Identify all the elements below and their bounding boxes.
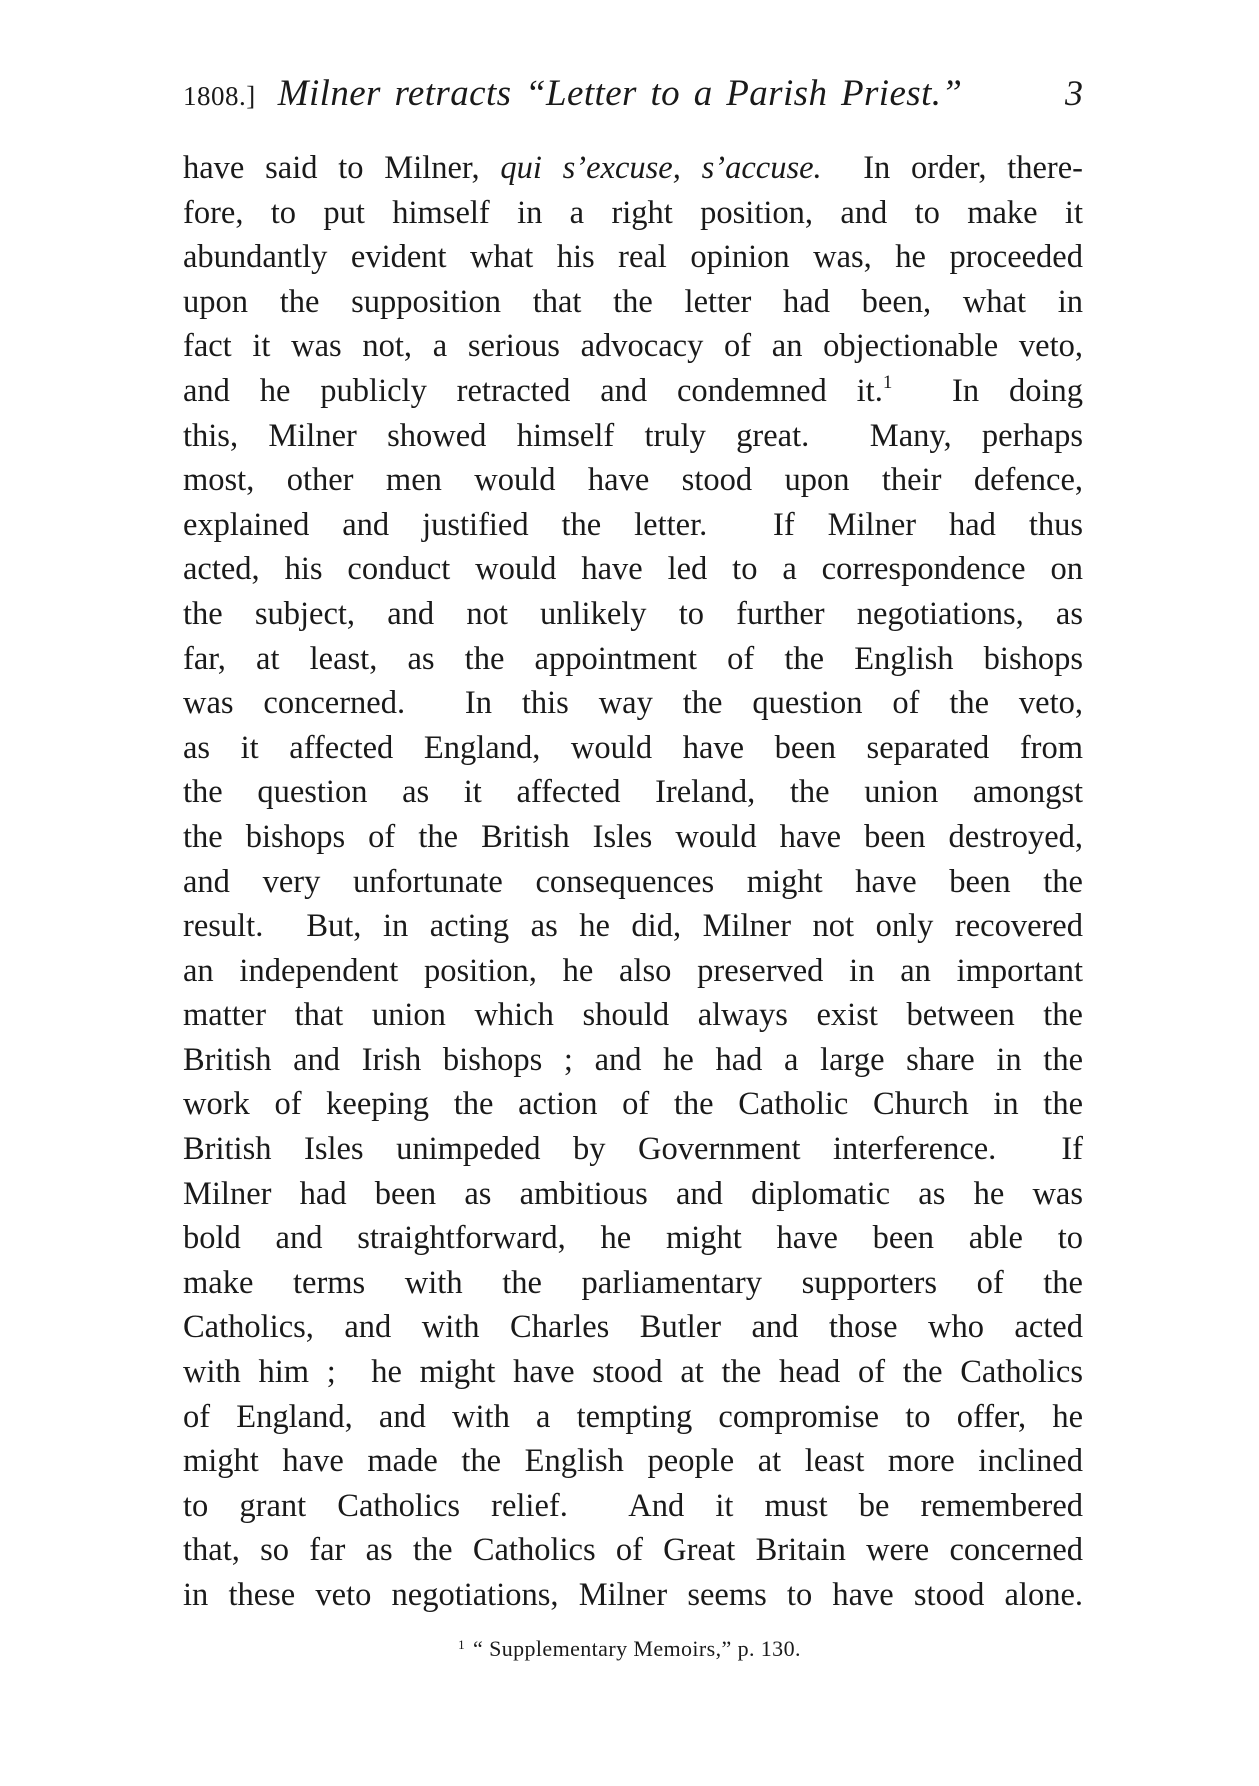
text-line — [183, 1082, 1083, 1127]
footnote-text: “ Supplementary Memoirs,” p. 130. — [473, 1636, 801, 1661]
text-line — [183, 1038, 1083, 1083]
text-line — [183, 592, 1083, 637]
text-line — [183, 458, 1083, 503]
running-head-year: 1808.] — [183, 81, 256, 111]
text-segment: and very unfortunate consequences might have been the — [183, 863, 1083, 900]
text-segment: most, other men would have stood upon their defence, — [183, 462, 1083, 499]
text-segment: to grant Catholics relief. And it must be remembered — [183, 1487, 1083, 1524]
text-line — [183, 1484, 1083, 1529]
text-segment: abundantly evident what his real opinion was, he proceeded — [183, 239, 1083, 276]
text-segment: bold and straightforward, he might have been able to — [183, 1220, 1083, 1257]
text-line — [183, 1261, 1083, 1306]
text-line — [183, 860, 1083, 905]
text-segment: fore, to put himself in a right position, and to make it — [183, 194, 1083, 231]
text-line — [183, 324, 1083, 369]
text-line — [183, 547, 1083, 592]
text-segment: acted, his conduct would have led to a correspondence on — [183, 551, 1083, 588]
text-segment: Milner had been as ambitious and diplomatic as he was — [183, 1175, 1083, 1212]
text-segment: the question as it affected Ireland, the union amongst — [183, 774, 1083, 811]
text-segment: that, so far as the Catholics of Great Britain were concerned — [183, 1532, 1083, 1569]
text-line — [183, 191, 1083, 236]
text-line — [183, 1216, 1083, 1261]
text-segment: In order, there- — [821, 150, 1083, 186]
text-segment: make terms with the parliamentary supporters of the — [183, 1264, 1083, 1301]
body-text — [183, 146, 1083, 1618]
text-segment: the subject, and not unlikely to further negotiations, as — [183, 595, 1083, 632]
text-segment: In doing — [892, 372, 1083, 409]
text-segment: fact it was not, a serious advocacy of an objectionable veto, — [183, 328, 1083, 365]
text-line — [183, 904, 1083, 949]
footnote-mark: 1 — [458, 1637, 466, 1652]
text-line — [183, 1305, 1083, 1350]
text-line — [183, 1172, 1083, 1217]
text-segment: with him ; he might have stood at the head of the Catholics — [183, 1354, 1083, 1391]
text-line — [183, 770, 1083, 815]
text-segment: explained and justified the letter. If Milner had thus — [183, 506, 1083, 543]
text-segment: British Isles unimpeded by Government interference. If — [183, 1131, 1083, 1168]
text-line — [183, 726, 1083, 771]
text-segment: Catholics, and with Charles Butler and those who acted — [183, 1309, 1083, 1346]
text-segment: as it affected England, would have been separated from — [183, 729, 1083, 766]
text-segment: an independent position, he also preserved in an important — [183, 952, 1083, 989]
text-line — [183, 503, 1083, 548]
text-line — [183, 949, 1083, 994]
text-line — [183, 235, 1083, 280]
footnote-reference[interactable]: 1 — [882, 371, 893, 393]
text-line — [183, 146, 1083, 191]
text-line — [183, 369, 1083, 414]
text-segment: upon the supposition that the letter had been, what in — [183, 283, 1083, 320]
text-segment: result. But, in acting as he did, Milner not only recovered — [183, 908, 1083, 945]
text-segment: was concerned. In this way the question of the veto, — [183, 685, 1083, 722]
text-line — [183, 1528, 1083, 1573]
text-line — [183, 414, 1083, 459]
text-line — [183, 280, 1083, 325]
text-segment: matter that union which should always exist between the — [183, 997, 1083, 1034]
text-segment: of England, and with a tempting compromise to offer, he — [183, 1398, 1083, 1435]
text-segment: British and Irish bishops ; and he had a large share in the — [183, 1041, 1083, 1078]
page-number: 3 — [1065, 73, 1083, 113]
text-line — [183, 815, 1083, 860]
text-segment: and he publicly retracted and condemned it. — [183, 372, 883, 409]
text-line — [183, 1127, 1083, 1172]
text-line — [183, 681, 1083, 726]
footnote — [0, 1636, 1259, 1662]
text-line — [183, 1439, 1083, 1484]
text-line — [183, 993, 1083, 1038]
italic-phrase: qui s’excuse, s’accuse. — [500, 150, 822, 186]
text-line — [183, 1395, 1083, 1440]
text-segment: this, Milner showed himself truly great. Many, perhaps — [183, 417, 1083, 454]
running-head — [183, 72, 1083, 132]
text-segment: in these veto negotiations, Milner seems to have stood alone. — [183, 1577, 1083, 1613]
text-segment: far, at least, as the appointment of the English bishops — [183, 640, 1083, 677]
running-head-title: Milner retracts “Letter to a Parish Priest.” — [277, 73, 963, 114]
text-segment: have said to Milner, — [183, 150, 501, 186]
text-line — [183, 637, 1083, 682]
text-segment: the bishops of the British Isles would have been destroyed, — [183, 818, 1083, 855]
text-line — [183, 1573, 1083, 1618]
text-line — [183, 1350, 1083, 1395]
text-segment: might have made the English people at least more inclined — [183, 1443, 1083, 1480]
text-segment: work of keeping the action of the Catholic Church in the — [183, 1086, 1083, 1123]
